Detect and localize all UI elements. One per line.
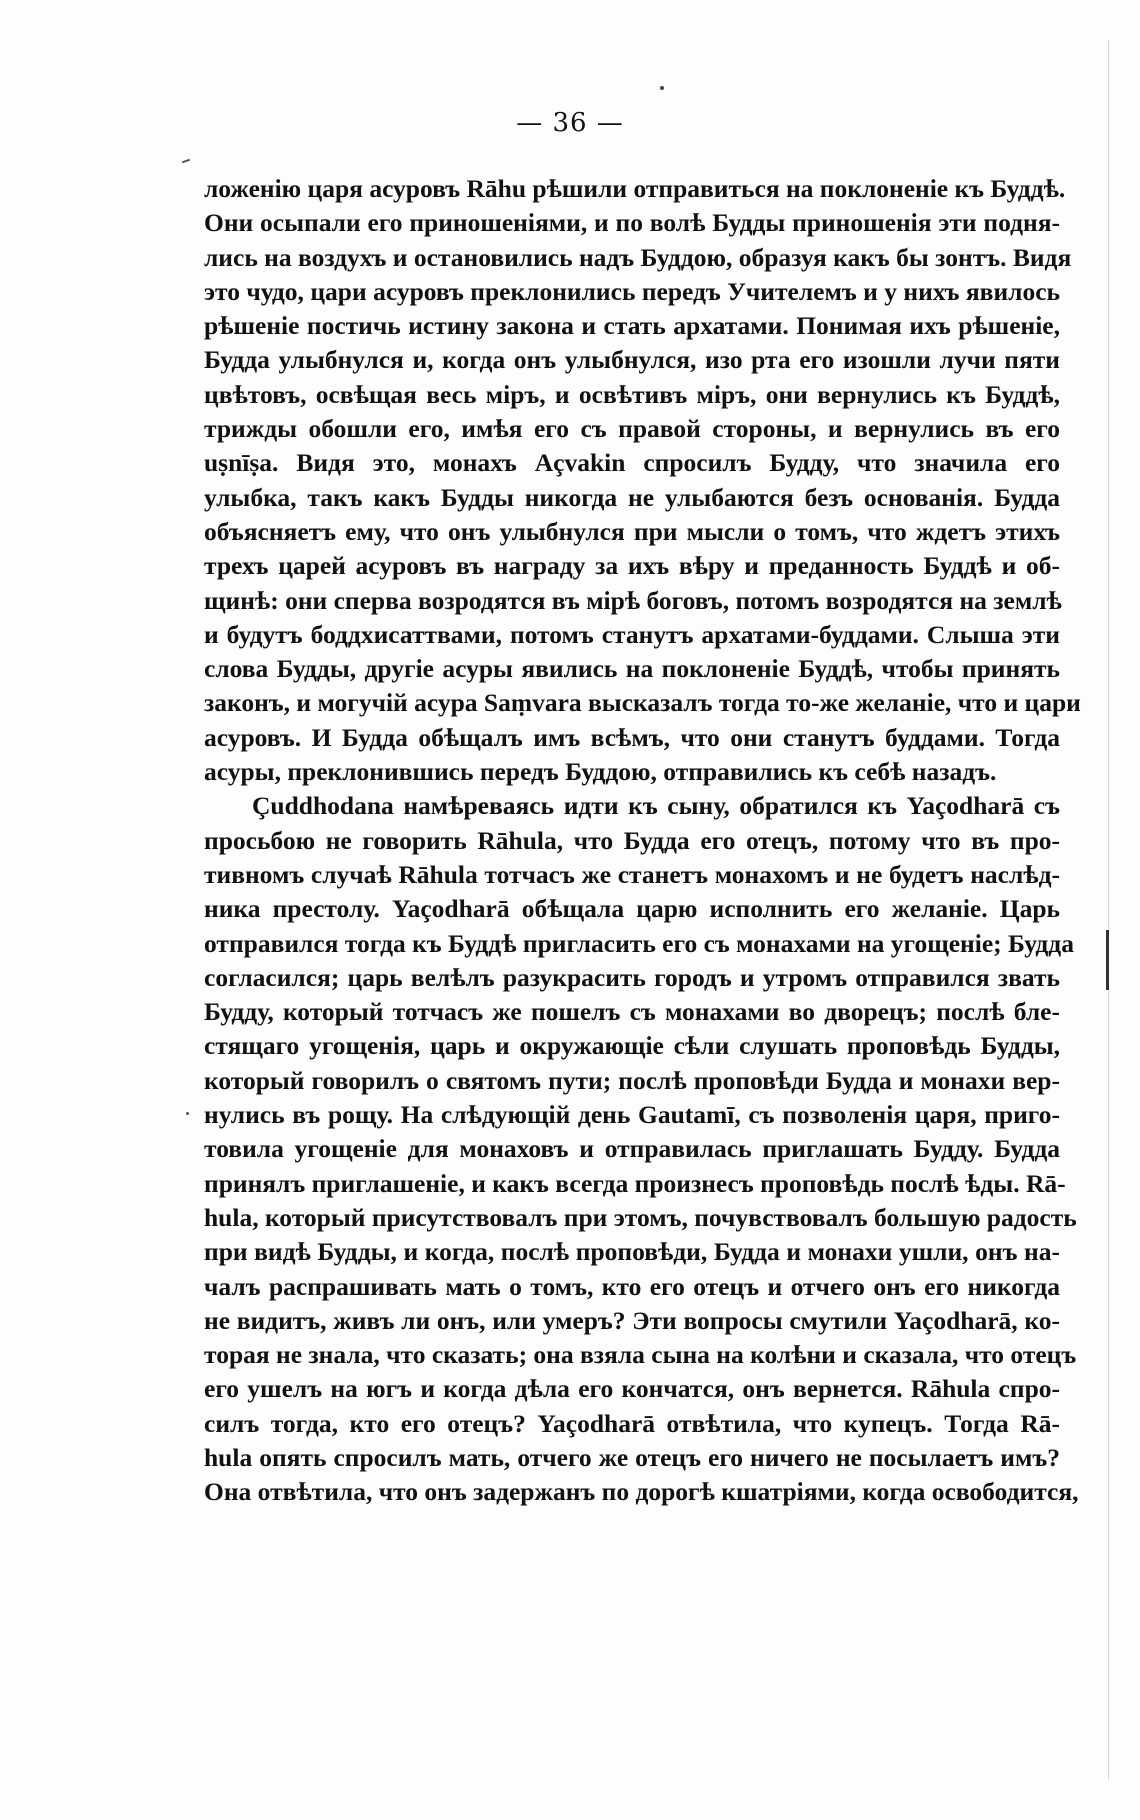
text-line: товила угощеніе для монаховъ и отправилась приглашать Будду. Будда [204, 1134, 1060, 1164]
text-line: при видѣ Будды, и когда, послѣ проповѣди, Будда и монахи ушли, онъ на- [204, 1237, 1060, 1267]
paragraph-first-line: Çuddhodana намѣреваясь идти къ сыну, обратился къ Yaçodharā съ [252, 791, 1060, 821]
text-line: который говорилъ о святомъ пути; послѣ проповѣди Будда и монахи вер- [204, 1065, 1060, 1095]
page-edge-mark [1106, 930, 1109, 990]
page-edge-shadow [1108, 40, 1109, 1780]
text-line: тивномъ случаѣ Rāhula тотчасъ же станетъ монахомъ и не будетъ наслѣд- [204, 859, 1060, 889]
text-line: слова Будды, другіе асуры явились на поклоненіе Буддѣ, чтобы принять [204, 654, 1060, 684]
text-line: hula опять спросилъ мать, отчего же отецъ его ничего не посылаетъ имъ? [204, 1442, 1060, 1472]
text-line: ника престолу. Yaçodharā обѣщала царю исполнить его желаніе. Царь [204, 894, 1060, 924]
text-line: его ушелъ на югъ и когда дѣла его кончатся, онъ вернется. Rāhula спро- [204, 1374, 1060, 1404]
text-line: стящаго угощенія, царь и окружающіе сѣли слушать проповѣдь Будды, [204, 1031, 1060, 1061]
text-line: торая не знала, что сказать; она взяла сына на колѣни и сказала, что отецъ [204, 1340, 1077, 1370]
text-line: асуровъ. И Будда обѣщалъ имъ всѣмъ, что они станутъ буддами. Тогда [204, 722, 1060, 752]
text-line: цвѣтовъ, освѣщая весь міръ, и освѣтивъ міръ, они вернулись къ Буддѣ, [204, 379, 1060, 409]
text-line: просьбою не говорить Rāhula, что Будда его отецъ, потому что въ про- [204, 825, 1060, 855]
text-line: силъ тогда, кто его отецъ? Yaçodharā отвѣтила, что купецъ. Тогда Rā- [204, 1408, 1060, 1438]
text-line: отправился тогда къ Буддѣ пригласить его съ монахами на угощеніе; Будда [204, 928, 1074, 958]
scan-speck [182, 159, 190, 164]
text-line: чалъ распрашивать мать о томъ, кто его отецъ и отчего онъ его никогда [204, 1271, 1060, 1301]
body-text [204, 172, 1081, 1510]
paragraph-end-line: асуры, преклонившись передъ Буддою, отправились къ себѣ назадъ. [204, 757, 997, 787]
text-line: улыбка, такъ какъ Будды никогда не улыбаются безъ основанія. Будда [204, 482, 1060, 512]
text-line: hula, который присутствовалъ при этомъ, почувствовалъ большую радость [204, 1202, 1077, 1232]
text-line: объясняетъ ему, что онъ улыбнулся при мысли о томъ, что ждетъ этихъ [204, 516, 1060, 546]
text-line: согласился; царь велѣлъ разукрасить городъ и утромъ отправился звать [204, 962, 1060, 992]
text-line: лись на воздухъ и остановились надъ Буддою, образуя какъ бы зонтъ. Видя [204, 242, 1072, 272]
text-line: не видитъ, живъ ли онъ, или умеръ? Эти вопросы смутили Yaçodharā, ко- [204, 1305, 1060, 1335]
text-line: это чудо, цари асуровъ преклонились передъ Учителемъ и у нихъ явилось [204, 276, 1060, 306]
text-line: Она отвѣтила, что онъ задержанъ по дорогѣ кшатріями, когда освободится, [204, 1477, 1079, 1507]
page-number: — 36 — [516, 108, 624, 138]
text-line: трехъ царей асуровъ въ награду за ихъ вѣру и преданность Буддѣ и об- [204, 551, 1060, 581]
text-line: uṣnīṣa. Видя это, монахъ Açvakin спросилъ Будду, что значила его [204, 448, 1060, 478]
text-line: Они осыпали его приношеніями, и по волѣ Будды приношенія эти подня- [204, 208, 1060, 238]
text-line: ложенію царя асуровъ Rāhu рѣшили отправиться на поклоненіе къ Буддѣ. [204, 174, 1066, 203]
text-line: и будутъ боддхисаттвами, потомъ станутъ архатами-буддами. Слыша эти [204, 619, 1060, 649]
scan-speck [186, 1112, 189, 1115]
scan-speck [660, 86, 664, 90]
text-line: Будду, который тотчасъ же пошелъ съ монахами во дворецъ; послѣ бле- [204, 997, 1060, 1027]
text-line: принялъ приглашеніе, и какъ всегда произнесъ проповѣдь послѣ ѣды. Rā- [204, 1168, 1066, 1198]
text-line: нулись въ рощу. На слѣдующій день Gautamī, съ позволенія царя, приго- [204, 1100, 1060, 1130]
text-line: щинѣ: они сперва возродятся въ мірѣ боговъ, потомъ возродятся на землѣ [204, 585, 1062, 615]
text-line: рѣшеніе постичь истину закона и стать архатами. Понимая ихъ рѣшеніе, [204, 311, 1060, 341]
text-line: Будда улыбнулся и, когда онъ улыбнулся, изо рта его изошли лучи пяти [204, 345, 1060, 375]
text-line: законъ, и могучій асура Saṃvara высказалъ тогда то-же желаніе, что и цари [204, 688, 1081, 718]
text-line: трижды обошли его, имѣя его съ правой стороны, и вернулись въ его [204, 414, 1060, 444]
